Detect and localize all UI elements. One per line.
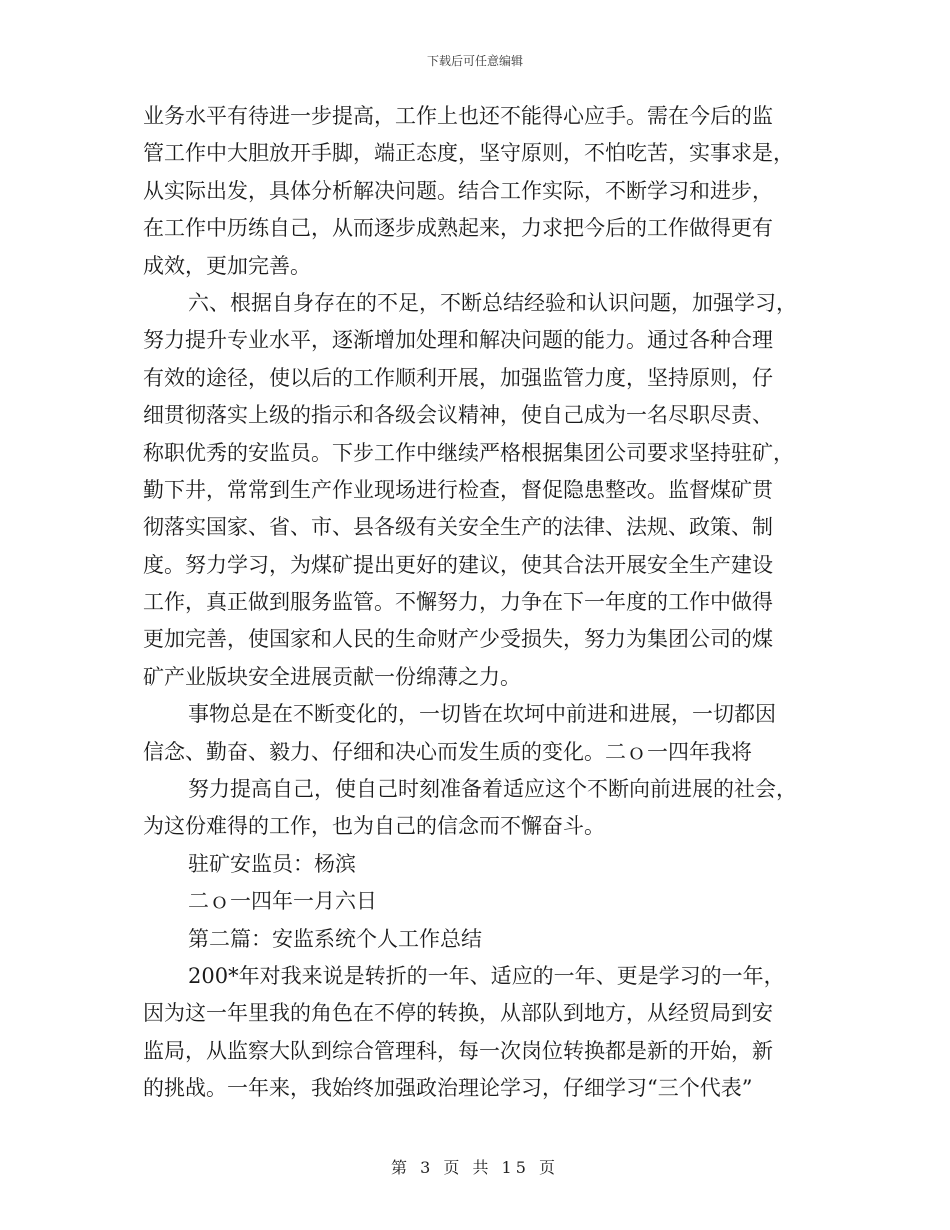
text-line: 更加完善，使国家和人民的生命财产少受损失，努力为集团公司的煤 <box>143 627 773 652</box>
text-line: 努力提升专业水平，逐渐增加处理和解决问题的能力。通过各种合理 <box>143 328 773 353</box>
text-line: 信念、勤奋、毅力、仔细和决心而发生质的变化。二ｏ一四年我将 <box>143 739 752 764</box>
text-line: 驻矿安监员：杨滨 <box>188 851 356 876</box>
text-line: 彻落实国家、省、市、县各级有关安全生产的法律、法规、政策、制 <box>143 515 773 540</box>
text-line: 200*年对我来说是转折的一年、适应的一年、更是学习的一年， <box>188 963 785 988</box>
text-line: 的挑战。一年来，我始终加强政治理论学习，仔细学习“三个代表” <box>143 1076 753 1101</box>
text-line: 为这份难得的工作，也为自己的信念而不懈奋斗。 <box>143 814 605 839</box>
text-line: 成效，更加完善。 <box>143 253 311 278</box>
text-line: 努力提高自己，使自己时刻准备着适应这个不断向前进展的社会， <box>188 777 797 802</box>
text-line: 业务水平有待进一步提高，工作上也还不能得心应手。需在今后的监 <box>143 104 773 128</box>
text-line: 有效的途径，使以后的工作顺利开展，加强监管力度，坚持原则，仔 <box>143 365 773 390</box>
page-header: 下载后可任意编辑 <box>426 54 523 68</box>
text-line: 称职优秀的安监员。下步工作中继续严格根据集团公司要求坚持驻矿， <box>143 440 794 465</box>
text-line: 在工作中历练自己，从而逐步成熟起来，力求把今后的工作做得更有 <box>143 216 773 241</box>
text-line: 管工作中大胆放开手脚，端正态度，坚守原则，不怕吃苦，实事求是， <box>143 141 794 166</box>
text-line: 勤下井，常常到生产作业现场进行检查，督促隐患整改。监督煤矿贯 <box>143 477 773 502</box>
text-line: 六、根据自身存在的不足，不断总结经验和认识问题，加强学习， <box>188 290 797 315</box>
text-line: 事物总是在不断变化的，一切皆在坎坷中前进和进展，一切都因 <box>188 702 776 727</box>
text-line: 第二篇：安监系统个人工作总结 <box>188 926 482 951</box>
document-body <box>143 98 808 1108</box>
text-line: 从实际出发，具体分析解决问题。结合工作实际，不断学习和进步， <box>143 178 773 203</box>
text-line: 细贯彻落实上级的指示和各级会议精神，使自己成为一名尽职尽责、 <box>143 403 773 428</box>
text-line: 度。努力学习，为煤矿提出更好的建议，使其合法开展安全生产建设 <box>143 552 773 577</box>
text-line: 监局，从监察大队到综合管理科，每一次岗位转换都是新的开始，新 <box>143 1038 773 1063</box>
text-line: 因为这一年里我的角色在不停的转换，从部队到地方，从经贸局到安 <box>143 1001 773 1026</box>
page-footer: 第 3 页 共 15 页 <box>391 1158 559 1177</box>
text-line: 二ｏ一四年一月六日 <box>188 889 377 914</box>
text-line: 矿产业版块安全进展贡献一份绵薄之力。 <box>143 664 521 689</box>
text-line: 工作，真正做到服务监管。不懈努力，力争在下一年度的工作中做得 <box>143 590 773 615</box>
